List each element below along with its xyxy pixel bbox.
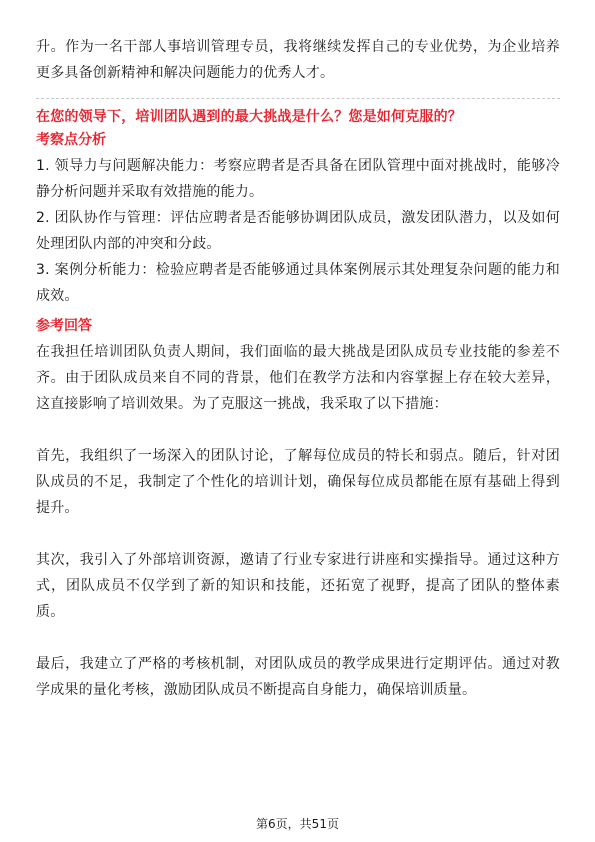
analysis-item: 3. 案例分析能力：检验应聘者是否能够通过具体案例展示其处理复杂问题的能力和成效。 (36, 262, 560, 304)
answer-paragraph: 在我担任培训团队负责人期间，我们面临的最大挑战是团队成员专业技能的参差不齐。由于团队成员来自不同的背景，他们在教学方法和内容掌握上存在较大差异，这直接影响了培训效果。为了克服这一挑战，我采取了以下措施： (36, 344, 560, 412)
intro-paragraph: 升。作为一名干部人事培训管理专员，我将继续发挥自己的专业优势，为企业培养更多具备创新精神和解决问题能力的优秀人才。 (36, 39, 560, 81)
analysis-title: 考察点分析 (36, 132, 106, 148)
paragraph-spacer (36, 417, 560, 443)
document-page (36, 34, 560, 703)
answer-paragraph: 其次，我引入了外部培训资源，邀请了行业专家进行讲座和实操指导。通过这种方式，团队成员不仅学到了新的知识和技能，还拓宽了视野，提高了团队的整体素质。 (36, 552, 560, 620)
analysis-item: 2. 团队协作与管理：评估应聘者是否能够协调团队成员，激发团队潜力，以及如何处理团队内部的冲突和分歧。 (36, 210, 560, 252)
page-number: 第6页，共51页 (256, 817, 339, 831)
section-divider (36, 98, 560, 99)
answer-paragraph: 首先，我组织了一场深入的团队讨论，了解每位成员的特长和弱点。随后，针对团队成员的不足，我制定了个性化的培训计划，确保每位成员都能在原有基础上得到提升。 (36, 448, 560, 516)
analysis-item: 1. 领导力与问题解决能力：考察应聘者是否具备在团队管理中面对挑战时，能够冷静分析问题并采取有效措施的能力。 (36, 158, 560, 200)
paragraph-spacer (36, 521, 560, 547)
analysis-list (36, 153, 560, 309)
answer-paragraph: 最后，我建立了严格的考核机制，对团队成员的教学成果进行定期评估。通过对教学成果的量化考核，激励团队成员不断提高自身能力，确保培训质量。 (36, 656, 560, 698)
question-heading: 在您的领导下，培训团队遇到的最大挑战是什么？您是如何克服的？ (36, 109, 462, 125)
answer-title: 参考回答 (36, 318, 92, 334)
paragraph-spacer (36, 625, 560, 651)
